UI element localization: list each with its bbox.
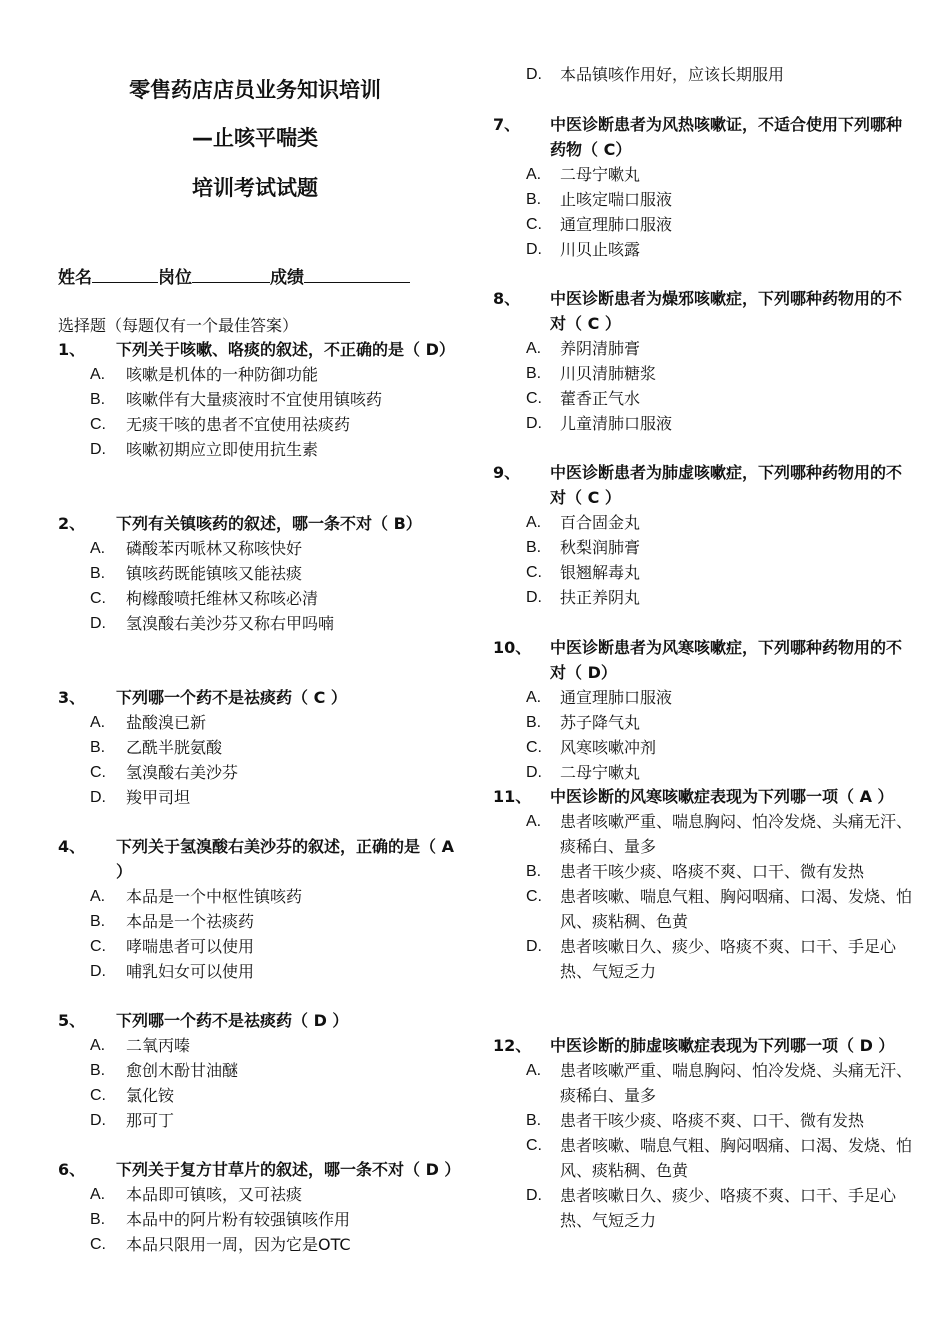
question-number: 2、 [58, 514, 86, 533]
question-stem [493, 635, 913, 685]
option-c[interactable]: C. 银翘解毒丸 [526, 563, 641, 582]
score-blank[interactable] [304, 264, 410, 283]
question-10 [493, 635, 913, 785]
option-b[interactable]: B. 本品是一个祛痰药 [90, 912, 255, 931]
question-stem [58, 685, 463, 710]
option-b[interactable]: B. 患者干咳少痰、咯痰不爽、口干、微有发热 [526, 1111, 865, 1130]
option-c[interactable]: C. 通宣理肺口服液 [526, 215, 673, 234]
question-number: 5、 [58, 1011, 86, 1030]
score-label: 成绩 [270, 268, 304, 288]
question-number: 3、 [58, 688, 86, 707]
question-11 [493, 784, 913, 984]
question-number: 1、 [58, 340, 86, 359]
question-stem [493, 784, 913, 809]
question-6 [58, 1157, 463, 1257]
section-intro: 选择题（每题仅有一个最佳答案） [58, 316, 299, 335]
option-d[interactable]: D. 咳嗽初期应立即使用抗生素 [90, 440, 319, 459]
option-b[interactable]: B. 苏子降气丸 [526, 713, 641, 732]
option-c[interactable]: C. 本品只限用一周，因为它是OTC [90, 1235, 351, 1254]
page-subtitle: —止咳平喘类 [192, 126, 318, 150]
option-a[interactable]: A. 二氧丙嗪 [90, 1036, 191, 1055]
option-c[interactable]: C. 氯化铵 [90, 1086, 175, 1105]
question-number: 4、 [58, 837, 86, 856]
option-d[interactable]: D. 哺乳妇女可以使用 [90, 962, 255, 981]
option-b[interactable]: B. 本品中的阿片粉有较强镇咳作用 [90, 1210, 351, 1229]
question-9 [493, 460, 913, 610]
option-c[interactable]: C. 枸橼酸喷托维林又称咳必清 [90, 589, 319, 608]
question-text: 下列关于咳嗽、咯痰的叙述，不正确的是（ D） [116, 340, 455, 359]
position-blank[interactable] [192, 264, 270, 283]
question-stem [493, 460, 913, 510]
option-d[interactable]: D. 那可丁 [90, 1111, 175, 1130]
option-a[interactable]: A. 二母宁嗽丸 [526, 165, 641, 184]
question-stem [58, 834, 463, 884]
position-label: 岗位 [158, 268, 192, 288]
option-c[interactable]: C. 氢溴酸右美沙芬 [90, 763, 239, 782]
question-number: 7、 [493, 115, 521, 134]
name-label: 姓名 [58, 268, 92, 288]
option-a[interactable]: A. 百合固金丸 [526, 513, 641, 532]
option-c[interactable]: C. 风寒咳嗽冲剂 [526, 738, 657, 757]
question-stem [58, 1157, 463, 1182]
question-stem [58, 511, 463, 536]
option-b[interactable]: B. 乙酰半胱氨酸 [90, 738, 223, 757]
option-b[interactable]: B. 咳嗽伴有大量痰液时不宜使用镇咳药 [90, 390, 383, 409]
option-a[interactable]: A. 咳嗽是机体的一种防御功能 [90, 365, 319, 384]
question-1 [58, 337, 463, 462]
option-b[interactable]: B. 患者干咳少痰、咯痰不爽、口干、微有发热 [526, 862, 865, 881]
option-b[interactable]: B. 愈创木酚甘油醚 [90, 1061, 239, 1080]
question-number: 8、 [493, 289, 521, 308]
option-b[interactable]: B. 川贝清肺糖浆 [526, 364, 657, 383]
option-c[interactable]: C. 患者咳嗽、喘息气粗、胸闷咽痛、口渴、发烧、怕风、痰粘稠、色黄 [526, 887, 913, 931]
question-text: 中医诊断的肺虚咳嗽症表现为下列哪一项（ D ） [550, 1036, 895, 1055]
option-a[interactable]: A. 患者咳嗽严重、喘息胸闷、怕冷发烧、头痛无汗、痰稀白、量多 [526, 812, 913, 856]
question-stem [493, 1033, 913, 1058]
option-a[interactable]: A. 本品是一个中枢性镇咳药 [90, 887, 303, 906]
question-number: 9、 [493, 463, 521, 482]
question-3 [58, 685, 463, 810]
question-7 [493, 112, 913, 262]
question-12 [493, 1033, 913, 1233]
question-text: 中医诊断患者为肺虚咳嗽症，下列哪种药物用的不对（ C ） [550, 463, 903, 507]
option-d[interactable]: D. 羧甲司坦 [90, 788, 191, 807]
question-stem [58, 337, 463, 362]
question-stem [493, 286, 913, 336]
option-d[interactable]: D. 氢溴酸右美沙芬又称右甲吗喃 [90, 614, 335, 633]
question-6-continued [493, 62, 913, 87]
option-c[interactable]: C. 患者咳嗽、喘息气粗、胸闷咽痛、口渴、发烧、怕风、痰粘稠、色黄 [526, 1136, 913, 1180]
question-stem [58, 1008, 463, 1033]
question-text: 下列哪一个药不是祛痰药（ C ） [116, 688, 347, 707]
option-d[interactable]: D. 儿童清肺口服液 [526, 414, 673, 433]
page-title: 零售药店店员业务知识培训 [129, 78, 381, 102]
question-text: 中医诊断患者为燥邪咳嗽症，下列哪种药物用的不对（ C ） [550, 289, 903, 333]
option-d[interactable]: D. 二母宁嗽丸 [526, 763, 641, 782]
question-number: 10、 [493, 638, 532, 657]
question-number: 6、 [58, 1160, 86, 1179]
question-4 [58, 834, 463, 984]
option-a[interactable]: A. 本品即可镇咳，又可祛痰 [90, 1185, 303, 1204]
option-b[interactable]: B. 止咳定喘口服液 [526, 190, 673, 209]
question-text: 中医诊断患者为风寒咳嗽症，下列哪种药物用的不对（ D） [550, 638, 903, 682]
question-stem [493, 112, 913, 162]
question-2 [58, 511, 463, 636]
question-text: 中医诊断的风寒咳嗽症表现为下列哪一项（ A ） [550, 787, 894, 806]
question-text: 下列有关镇咳药的叙述，哪一条不对（ B） [116, 514, 422, 533]
question-text: 下列关于复方甘草片的叙述，哪一条不对（ D ） [116, 1160, 461, 1179]
option-d[interactable]: D. 扶正养阴丸 [526, 588, 641, 607]
question-8 [493, 286, 913, 436]
option-c[interactable]: C. 无痰干咳的患者不宜使用祛痰药 [90, 415, 351, 434]
question-5 [58, 1008, 463, 1133]
option-b[interactable]: B. 镇咳药既能镇咳又能祛痰 [90, 564, 303, 583]
option-a[interactable]: A. 盐酸溴已新 [90, 713, 207, 732]
option-d[interactable]: D. 本品镇咳作用好，应该长期服用 [526, 65, 785, 84]
exam-title: 培训考试试题 [192, 176, 318, 200]
option-d[interactable]: D. 患者咳嗽日久、痰少、咯痰不爽、口干、手足心热、气短乏力 [526, 1186, 897, 1230]
option-c[interactable]: C. 哮喘患者可以使用 [90, 937, 255, 956]
option-c[interactable]: C. 藿香正气水 [526, 389, 641, 408]
question-text: 下列关于氢溴酸右美沙芬的叙述，正确的是（ A ） [116, 837, 454, 881]
option-a[interactable]: A. 磷酸苯丙哌林又称咳快好 [90, 539, 303, 558]
option-d[interactable]: D. 患者咳嗽日久、痰少、咯痰不爽、口干、手足心热、气短乏力 [526, 937, 897, 981]
question-text: 中医诊断患者为风热咳嗽证，不适合使用下列哪种药物（ C） [550, 115, 903, 159]
question-number: 12、 [493, 1036, 532, 1055]
question-text: 下列哪一个药不是祛痰药（ D ） [116, 1011, 349, 1030]
option-a[interactable]: A. 通宣理肺口服液 [526, 688, 673, 707]
question-number: 11、 [493, 787, 532, 806]
student-info-line [58, 264, 410, 289]
option-d[interactable]: D. 川贝止咳露 [526, 240, 641, 259]
option-a[interactable]: A. 患者咳嗽严重、喘息胸闷、怕冷发烧、头痛无汗、痰稀白、量多 [526, 1061, 913, 1105]
name-blank[interactable] [92, 264, 158, 283]
option-a[interactable]: A. 养阴清肺膏 [526, 339, 641, 358]
option-b[interactable]: B. 秋梨润肺膏 [526, 538, 641, 557]
